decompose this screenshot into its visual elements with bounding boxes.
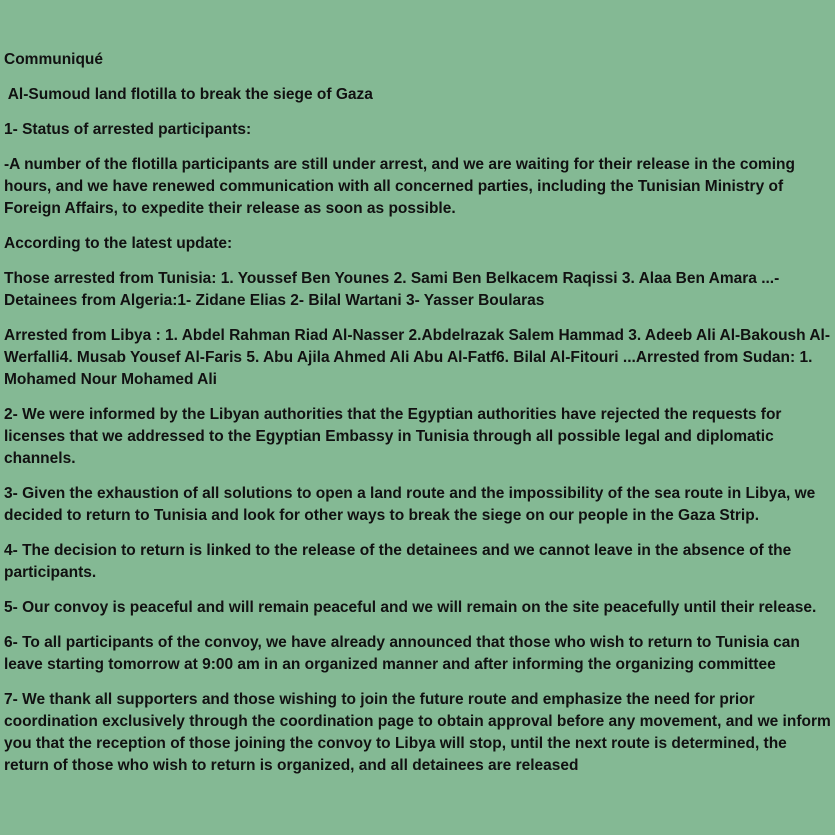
paragraph-tunisia-algeria-detainees: Those arrested from Tunisia: 1. Youssef Ben Younes 2. Sami Ben Belkacem Raqissi 3. Alaa Ben Amara ...- Detainees from Algeria:1- Zidane Elias 2- Bilal Wartani 3- Yasser Boularas [4, 270, 780, 309]
section-heading-arrested-status: 1- Status of arrested participants: [4, 121, 252, 138]
document-subtitle: Al-Sumoud land flotilla to break the siege of Gaza [4, 86, 373, 103]
document-title: Communiqué [4, 51, 104, 68]
paragraph-point-6: 6- To all participants of the convoy, we have already announced that those who wish to return to Tunisia can leave starting tomorrow at 9:00 am in an organized manner and after informing the organizing committee [4, 634, 800, 673]
paragraph-point-2: 2- We were informed by the Libyan authorities that the Egyptian authorities have rejected the requests for licenses that we addressed to the Egyptian Embassy in Tunisia through all possible legal and diplomatic channels. [4, 406, 782, 467]
paragraph-point-4: 4- The decision to return is linked to the release of the detainees and we cannot leave in the absence of the participants. [4, 542, 792, 581]
communique-document [4, 49, 833, 790]
paragraph-libya-sudan-detainees: Arrested from Libya : 1. Abdel Rahman Riad Al-Nasser 2.Abdelrazak Salem Hammad 3. Adeeb Ali Al-Bakoush Al-Werfalli4. Musab Yousef Al-Faris 5. Abu Ajila Ahmed Ali Abu Al-Fatf6. Bilal Al-Fitouri ...Arrested from Sudan: 1. Mohamed Nour Mohamed Ali [4, 327, 831, 388]
paragraph-point-7: 7- We thank all supporters and those wishing to join the future route and emphasize the need for prior coordination exclusively through the coordination page to obtain approval before any movement, and we inform you that the reception of those joining the convoy to Libya will stop, until the next route is determined, the return of those who wish to return is organized, and all detainees are released [4, 691, 831, 774]
paragraph-point-3: 3- Given the exhaustion of all solutions to open a land route and the impossibility of the sea route in Libya, we decided to return to Tunisia and look for other ways to break the siege on our people in the Gaza Strip. [4, 485, 816, 524]
paragraph-latest-update-label: According to the latest update: [4, 235, 233, 252]
paragraph-point-5: 5- Our convoy is peaceful and will remain peaceful and we will remain on the site peacefully until their release. [4, 599, 817, 616]
paragraph-arrest-status: -A number of the flotilla participants are still under arrest, and we are waiting for their release in the coming hours, and we have renewed communication with all concerned parties, including the Tunisian Ministry of Foreign Affairs, to expedite their release as soon as possible. [4, 156, 795, 217]
